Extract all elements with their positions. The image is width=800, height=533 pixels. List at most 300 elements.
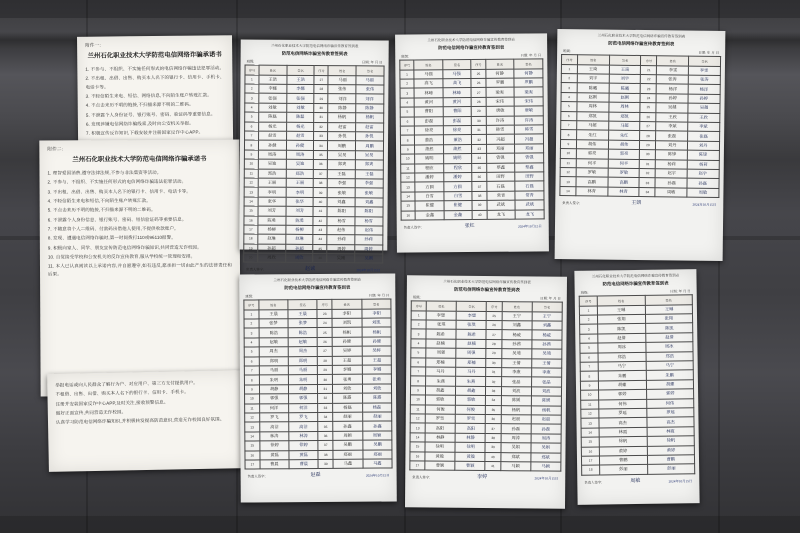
doc2-para-6: 6. 不泄露个人身份信息、银行账号、密码、短信验证码等重要信息。 — [47, 216, 187, 223]
printed-name: 梁爽 — [495, 89, 505, 95]
cell-name — [415, 173, 444, 183]
printed-name: 杨光 — [268, 123, 277, 129]
handwritten-signature: 郭强 — [299, 395, 308, 401]
handwritten-signature: 李阳 — [371, 310, 381, 316]
cell-name — [656, 103, 688, 113]
handwritten-signature: 杨光 — [295, 123, 305, 129]
cell-name — [426, 348, 456, 358]
cell-index: 14 — [560, 186, 576, 196]
cell-signature — [362, 346, 392, 356]
cell-index: 6 — [244, 357, 259, 366]
cell-name — [327, 235, 355, 245]
printed-name: 王晨 — [269, 311, 278, 317]
printed-name: 吴婷 — [342, 348, 352, 354]
cell-name — [328, 179, 356, 189]
cell-index: 10 — [560, 149, 576, 159]
cell-name — [258, 122, 286, 132]
cell-index: 30 — [314, 103, 328, 112]
roster1-col-5: 签名 — [356, 66, 384, 76]
cell-signature — [289, 450, 318, 460]
cell-name — [656, 159, 688, 169]
printed-name: 吴娟 — [511, 444, 520, 450]
cell-index: 30 — [318, 375, 333, 384]
printed-name: 刘欣 — [343, 385, 352, 391]
printed-name: 杨柳 — [267, 226, 276, 232]
cell-name — [657, 75, 689, 85]
cell-index: 1 — [400, 70, 414, 80]
cell-name — [260, 441, 289, 451]
cell-signature — [455, 433, 485, 443]
printed-name: 白雪 — [425, 193, 434, 199]
cell-signature — [515, 144, 544, 154]
cell-index: 7 — [400, 126, 414, 136]
cell-index: 28 — [472, 97, 486, 107]
cell-index: 4 — [411, 339, 426, 349]
cell-signature — [456, 311, 486, 321]
printed-name: 赵丽 — [343, 413, 352, 419]
cell-name — [333, 440, 362, 450]
cell-index: 6 — [400, 117, 414, 127]
cell-index: 28 — [314, 85, 328, 94]
roster4-table — [243, 299, 392, 470]
cell-index: 9 — [410, 386, 425, 396]
printed-name: 何洋 — [269, 405, 279, 411]
roster4-footer-date: 2024年10月15日 — [365, 473, 390, 478]
cell-index: 14 — [401, 192, 415, 202]
cell-name — [577, 74, 609, 84]
cell-signature — [609, 65, 641, 75]
handwritten-signature: 陈凯 — [664, 325, 674, 331]
cell-signature — [456, 330, 486, 340]
cell-index: 30 — [486, 358, 501, 368]
cell-name — [332, 346, 361, 356]
printed-name: 李娜 — [268, 85, 277, 91]
printed-name: 周涛 — [267, 151, 277, 157]
cell-name — [414, 79, 443, 89]
handwritten-signature: 李明 — [295, 189, 304, 195]
cell-index: 3 — [580, 324, 598, 334]
handwritten-signature: 林青 — [619, 188, 628, 194]
cell-index: 27 — [318, 347, 333, 356]
cell-index: 33 — [639, 178, 655, 188]
cell-index: 44 — [313, 235, 327, 244]
cell-name — [502, 311, 532, 321]
handwritten-signature: 罗飞 — [299, 414, 308, 420]
cell-name — [333, 459, 362, 469]
cell-name — [327, 216, 355, 226]
roster1-col-0: 序号 — [245, 65, 259, 74]
cell-name — [426, 311, 456, 321]
cell-signature — [355, 169, 383, 179]
handwritten-signature: 陈锋 — [699, 152, 708, 158]
cell-index: 11 — [410, 404, 425, 414]
printed-name: 杨帆 — [342, 329, 352, 335]
cell-index: 37 — [318, 441, 333, 450]
handwritten-signature: 杨柳 — [295, 226, 304, 233]
printed-name: 高飞 — [424, 80, 433, 86]
printed-name: 陈凯 — [617, 325, 626, 331]
cell-signature — [443, 116, 472, 126]
handwritten-signature: 胡伟 — [619, 141, 629, 147]
cell-name — [259, 309, 288, 319]
handwritten-signature: 陈浩 — [298, 329, 308, 335]
cell-index: 32 — [314, 122, 328, 131]
printed-name: 王磊 — [337, 170, 346, 176]
handwritten-signature: 许涛 — [524, 117, 534, 123]
roster-sheet-1 — [239, 39, 388, 273]
printed-name: 陈阳 — [337, 208, 346, 214]
roster2-col-4: 姓名 — [486, 59, 515, 69]
cell-index: 31 — [314, 113, 328, 122]
printed-name: 郑浩 — [267, 170, 277, 176]
handwritten-signature: 林峰 — [453, 89, 462, 95]
cell-name — [486, 163, 515, 173]
attachment-label-1: 附件一: — [85, 42, 101, 48]
cell-signature — [689, 66, 721, 76]
roster5-header: 兰州石化职业技术大学防范电信网络诈骗宣传教育签到表 — [443, 279, 531, 285]
cell-index: 29 — [486, 349, 501, 359]
printed-name: 林涛 — [270, 433, 279, 439]
cell-signature — [288, 365, 317, 375]
handwritten-signature: 赵敏 — [298, 338, 308, 345]
cell-name — [328, 132, 356, 142]
cell-signature — [362, 356, 392, 366]
handwritten-signature: 马超 — [620, 122, 629, 129]
handwritten-signature: 马颖 — [541, 463, 550, 469]
cell-name — [486, 153, 515, 163]
cell-signature — [288, 319, 317, 329]
handwritten-signature: 黄河 — [453, 99, 462, 105]
printed-name: 王倩 — [512, 359, 521, 366]
roster2-col-5: 签名 — [514, 59, 543, 69]
cell-signature — [456, 339, 486, 349]
roster4-col-3: 序号 — [317, 300, 332, 309]
printed-name: 张伟 — [337, 86, 347, 92]
roster5-col-5: 签名 — [532, 302, 562, 312]
cell-name — [328, 94, 356, 104]
cell-signature — [515, 125, 544, 135]
printed-name: 陈勇 — [267, 217, 276, 223]
cell-signature — [688, 131, 720, 141]
printed-name: 王琳 — [616, 306, 626, 313]
handwritten-signature: 曾强 — [525, 154, 534, 160]
cell-index: 38 — [314, 178, 328, 187]
cell-index: 3 — [245, 93, 259, 102]
cell-name — [486, 78, 515, 88]
table-row — [245, 459, 392, 469]
printed-name: 林峰 — [424, 89, 433, 96]
cell-index: 9 — [560, 139, 576, 149]
cell-index: 4 — [561, 92, 577, 102]
cell-signature — [688, 75, 720, 85]
cell-name — [332, 328, 361, 338]
cell-signature — [531, 443, 561, 453]
roster3-col-5: 签名 — [689, 56, 721, 66]
roster4-meta-left: 班级: — [245, 294, 254, 299]
roster3-footer-label: 负责人签字: — [562, 201, 581, 206]
cell-signature — [286, 188, 314, 198]
handwritten-signature: 蔡鑫 — [525, 164, 534, 170]
cell-signature — [286, 178, 314, 188]
cell-signature — [532, 312, 562, 322]
cell-index: 1 — [411, 310, 426, 320]
handwritten-signature: 张华 — [295, 198, 304, 204]
cell-signature — [609, 74, 641, 84]
cell-signature — [532, 340, 562, 350]
handwritten-signature: 马鑫 — [373, 460, 382, 466]
printed-name: 周强 — [436, 349, 446, 356]
printed-name: 何平 — [587, 160, 597, 166]
cell-name — [501, 368, 531, 378]
cell-name — [502, 330, 532, 340]
cell-signature — [515, 181, 544, 191]
cell-signature — [355, 198, 383, 208]
handwritten-signature: 曹阳 — [453, 108, 462, 114]
cell-index: 11 — [581, 400, 599, 410]
cell-name — [486, 69, 515, 79]
handwritten-signature: 王磊 — [365, 171, 374, 177]
handwritten-signature: 郑丽 — [372, 451, 382, 457]
handwritten-signature: 王琳 — [664, 306, 673, 312]
cell-index: 25 — [471, 69, 485, 79]
roster2-col-1: 姓名 — [414, 60, 443, 70]
cell-signature — [608, 159, 640, 169]
roster3-col-0: 序号 — [561, 55, 577, 65]
cell-name — [577, 64, 609, 74]
handwritten-signature: 黄毅 — [466, 453, 475, 459]
printed-name: 陈静 — [337, 105, 347, 111]
cell-name — [577, 83, 609, 93]
roster5-col-3: 序号 — [487, 302, 502, 312]
attachment-label-2: 附件二: — [47, 146, 64, 152]
cell-signature — [288, 375, 317, 385]
printed-name: 罗敏 — [587, 169, 597, 175]
cell-name — [259, 413, 288, 423]
roster2-meta-left: 班级: — [401, 54, 409, 59]
handwritten-signature: 马丽 — [365, 77, 375, 83]
cell-index: 10 — [245, 394, 260, 403]
cell-name — [259, 94, 287, 104]
cell-index: 46 — [313, 254, 327, 263]
printed-name: 罗雪 — [436, 415, 445, 421]
roster4-title: 防范电信网络诈骗宣传教育签到表 — [284, 285, 351, 291]
handwritten-signature: 唐敏 — [524, 107, 534, 113]
cell-name — [655, 169, 687, 179]
handwritten-signature: 刘鑫 — [364, 199, 374, 205]
printed-name: 董浩 — [424, 136, 434, 142]
cell-index: 5 — [400, 107, 414, 117]
cell-signature — [647, 464, 695, 474]
roster2-col-2: 签名 — [443, 60, 472, 70]
cell-index: 13 — [245, 422, 260, 431]
cell-index: 11 — [244, 169, 258, 178]
handwritten-signature: 方圆 — [453, 183, 463, 189]
handwritten-signature: 朱明 — [298, 376, 308, 382]
cell-index: 29 — [472, 107, 486, 117]
cell-name — [426, 386, 456, 396]
cell-signature — [688, 113, 720, 123]
cell-index: 34 — [314, 141, 328, 150]
cell-signature — [688, 122, 720, 132]
cell-index: 31 — [472, 125, 486, 135]
cell-index: 28 — [640, 131, 656, 141]
doc1-para-4: 4. 不点击来历不明的链接,不扫描来源不明的二维码。 — [85, 101, 194, 108]
cell-signature — [443, 107, 472, 117]
doc1-para-7: 7. 积极宣传反诈知识,下载安装并注册国家反诈中心APP。 — [85, 129, 204, 136]
handwritten-signature: 王晨 — [298, 310, 308, 317]
cell-signature — [687, 188, 719, 198]
cell-signature — [531, 377, 561, 387]
roster5-footer-label: 负责人签字: — [412, 475, 431, 480]
cell-index: 11 — [401, 164, 415, 174]
cell-index: 16 — [401, 210, 415, 220]
cell-name — [486, 106, 515, 116]
handwritten-signature: 赵晨 — [541, 416, 551, 422]
printed-name: 曹鹏 — [619, 457, 628, 463]
roster1-col-3: 序号 — [314, 66, 328, 75]
printed-name: 曾强 — [496, 154, 505, 161]
cell-index: 15 — [410, 442, 425, 452]
cell-signature — [515, 115, 544, 125]
cell-index: 8 — [244, 140, 258, 149]
cell-name — [327, 197, 355, 207]
cell-name — [501, 443, 531, 453]
cell-name — [258, 197, 286, 207]
printed-name: 孙磊 — [511, 425, 521, 431]
printed-name: 吴迪 — [267, 161, 277, 167]
handwritten-signature: 朱红 — [619, 132, 629, 138]
handwritten-signature: 徐明 — [466, 444, 475, 450]
handwritten-signature: 徐亮 — [453, 127, 462, 133]
printed-name: 冯超 — [496, 136, 505, 142]
cell-name — [333, 422, 362, 432]
cell-index: 8 — [580, 371, 598, 381]
cell-name — [501, 358, 531, 368]
cell-name — [577, 111, 609, 121]
printed-name: 郑斌 — [511, 453, 520, 459]
printed-name: 郭敏 — [436, 396, 445, 402]
printed-name: 陈曦 — [588, 84, 598, 91]
cell-name — [487, 172, 516, 182]
cell-index: 6 — [561, 111, 577, 121]
handwritten-signature: 陈希 — [467, 331, 476, 337]
printed-name: 刘丹 — [667, 142, 677, 148]
cell-name — [258, 150, 286, 160]
handwritten-signature: 何平 — [619, 160, 629, 166]
handwritten-signature: 周林 — [620, 104, 629, 110]
printed-name: 曹晨 — [270, 461, 279, 467]
printed-name: 杨帆 — [337, 114, 347, 120]
cell-index: 26 — [318, 337, 333, 346]
cell-index: 9 — [244, 385, 259, 394]
roster5-footer-signature: 李婷 — [477, 475, 488, 481]
cell-index: 7 — [580, 362, 598, 372]
cell-signature — [608, 112, 640, 122]
printed-name: 马颖 — [511, 463, 520, 469]
handwritten-signature: 宋伟 — [524, 98, 534, 104]
cell-index: 25 — [487, 311, 502, 321]
cell-name — [656, 94, 688, 104]
cell-signature — [356, 85, 384, 95]
cell-name — [414, 98, 443, 108]
doc2-para-11: 11. 本人已认真阅读以上承诺内容,并自愿遵守,如有违反,愿承担一切由此产生的法律责任和后果。 — [47, 262, 232, 277]
cell-name — [415, 135, 444, 145]
handwritten-signature: 周杰 — [298, 348, 308, 354]
cell-index: 27 — [486, 330, 501, 340]
printed-name: 赵雪 — [268, 132, 277, 138]
printed-name: 武斌 — [496, 202, 506, 208]
cell-index: 40 — [314, 197, 328, 206]
handwritten-signature: 李雯 — [700, 67, 709, 73]
printed-name: 张敏 — [337, 189, 346, 195]
roster1-col-4: 姓名 — [328, 66, 356, 76]
cell-index: 28 — [318, 356, 333, 365]
cell-name — [259, 84, 287, 94]
cell-signature — [687, 178, 719, 188]
cell-name — [259, 375, 288, 385]
cell-signature — [531, 415, 561, 425]
cell-index: 11 — [560, 158, 576, 168]
handwritten-signature: 孙磊 — [541, 425, 551, 432]
cell-index: 1 — [579, 306, 597, 316]
cell-index: 2 — [561, 74, 577, 84]
cell-name — [425, 395, 455, 405]
cell-name — [425, 442, 455, 452]
printed-name: 郑楠 — [436, 359, 446, 365]
cell-name — [258, 206, 286, 216]
handwritten-signature: 杨帆 — [372, 329, 381, 335]
cell-index: 23 — [641, 84, 657, 94]
cell-name — [258, 178, 286, 188]
roster2-footer-date: 2024年10月15日 — [517, 224, 542, 229]
handwritten-signature: 陈曦 — [620, 85, 630, 91]
cell-name — [415, 163, 444, 173]
printed-name: 周鹏 — [337, 142, 346, 148]
cell-name — [415, 210, 444, 220]
cell-signature — [356, 160, 384, 170]
handwritten-signature: 李康 — [542, 369, 551, 375]
printed-name: 李想 — [437, 312, 446, 318]
handwritten-signature: 张晶 — [542, 379, 551, 385]
document-page-notice-3 — [47, 370, 245, 472]
desk-seam-top — [0, 0, 800, 18]
document-title-2: 兰州石化职业技术大学防范电信网络诈骗承诺书 — [72, 155, 207, 164]
cell-name — [500, 462, 530, 472]
printed-name: 朱燕 — [436, 378, 445, 384]
roster3-table — [559, 54, 721, 198]
cell-name — [415, 191, 444, 201]
printed-name: 胡鑫 — [436, 387, 445, 393]
printed-name: 周敏 — [666, 189, 676, 195]
roster3-col-2: 签名 — [609, 55, 641, 65]
cell-signature — [532, 330, 562, 340]
cell-signature — [286, 113, 314, 123]
cell-name — [258, 140, 286, 150]
printed-name: 徐帆 — [618, 438, 628, 444]
cell-index: 30 — [472, 116, 486, 126]
doc1-para-1: 1. 不参与、不组织、不实施任何形式的电信网络诈骗违法犯罪活动。 — [85, 65, 225, 72]
cell-signature — [531, 405, 561, 415]
printed-name: 刘芳 — [267, 207, 277, 214]
cell-signature — [532, 321, 562, 331]
handwritten-signature: 林静 — [466, 434, 475, 440]
printed-name: 赵楠 — [436, 340, 446, 346]
cell-signature — [515, 209, 544, 219]
handwritten-signature: 刘宇 — [620, 75, 630, 82]
roster5-meta-right: 日期: 年 月 日 — [540, 296, 561, 301]
roster3-meta-left: 班级: — [563, 49, 571, 54]
cell-signature — [688, 103, 720, 113]
